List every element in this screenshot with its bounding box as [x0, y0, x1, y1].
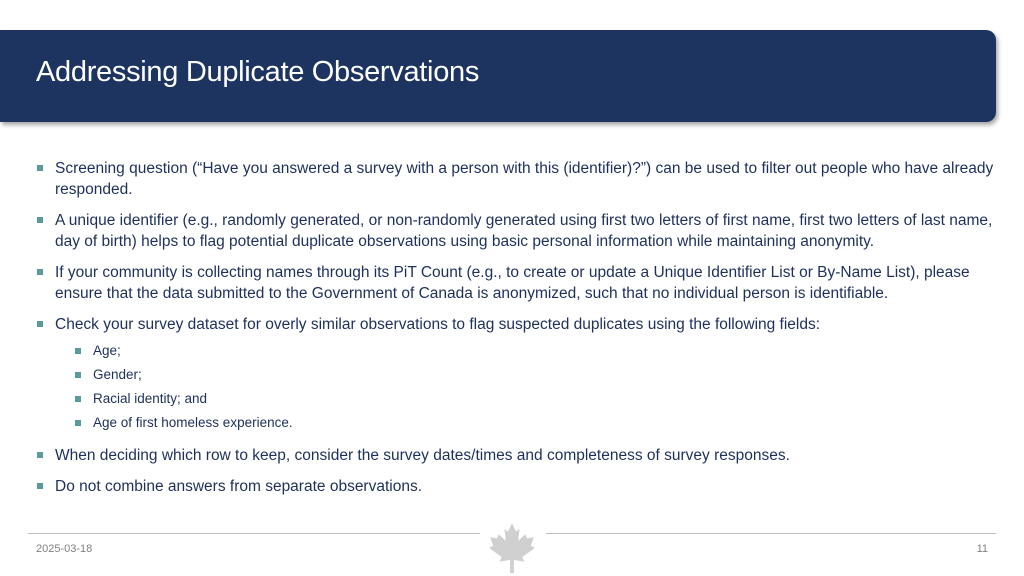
bullet-text: Do not combine answers from separate observations.: [55, 478, 423, 495]
slide-title: Addressing Duplicate Observations: [36, 56, 480, 88]
sub-bullet-text: Racial identity; and: [93, 391, 208, 406]
bullet-text: Screening question (“Have you answered a survey with a person with this (identifier)?”) can be used to filter out people who have already responded.: [55, 160, 994, 198]
bullet-text: A unique identifier (e.g., randomly generated, or non-randomly generated using first two letters of first name, first two letters of last name, day of birth) helps to flag potential duplicate observations using basic personal information while maintaining anonymity.: [55, 212, 993, 250]
sub-bullet-text: Gender;: [93, 367, 142, 382]
sub-bullet-text: Age;: [93, 343, 121, 358]
footer-divider-right: [546, 533, 996, 534]
bullet-text: When deciding which row to keep, consider the survey dates/times and completeness of survey responses.: [55, 447, 790, 464]
bullet-item: [36, 445, 996, 466]
bullet-list: [36, 158, 996, 497]
sub-bullet-text: Age of first homeless experience.: [93, 415, 293, 430]
bullet-item: [36, 158, 996, 200]
title-bar: [0, 30, 996, 122]
sub-bullet-item: [75, 411, 996, 435]
sub-bullet-list: [55, 339, 996, 435]
maple-leaf-icon: [488, 522, 536, 574]
bullet-item: [36, 476, 996, 497]
page-number: 11: [976, 543, 988, 555]
bullet-item: [36, 262, 996, 304]
bullet-text: Check your survey dataset for overly similar observations to flag suspected duplicates using the following fields:: [55, 316, 821, 333]
sub-bullet-item: [75, 387, 996, 411]
footer-divider-left: [28, 533, 480, 534]
sub-bullet-item: [75, 339, 996, 363]
bullet-item: [36, 210, 996, 252]
bullet-text: If your community is collecting names through its PiT Count (e.g., to create or update a Unique Identifier List or By-Name List), please ensure that the data submitted to the Government of Canada is anonymized, such that no individual person is identifiable.: [55, 264, 970, 302]
bullet-item: [36, 314, 996, 435]
footer-date: 2025-03-18: [36, 543, 93, 555]
slide-content: [36, 158, 996, 507]
sub-bullet-item: [75, 363, 996, 387]
